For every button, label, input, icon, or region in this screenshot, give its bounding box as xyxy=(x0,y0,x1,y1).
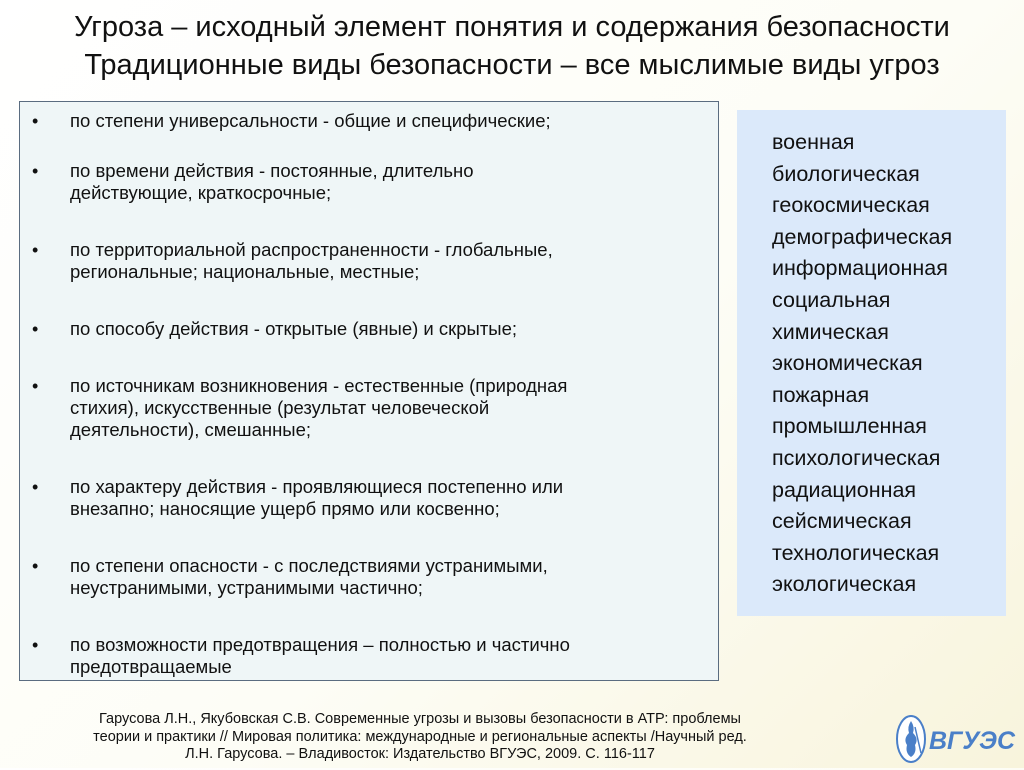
threat-types-box xyxy=(737,110,1006,616)
emblem-icon xyxy=(893,713,1018,765)
classification-list xyxy=(30,110,698,678)
bullet-marker: • xyxy=(32,319,39,339)
classification-line: по возможности предотвращения – полностью и частично xyxy=(70,634,570,655)
threat-type-item: биологическая xyxy=(772,161,920,186)
classification-line: по степени универсальности - общие и специфические; xyxy=(70,110,551,131)
classification-line: по источникам возникновения - естественные (природная xyxy=(70,375,568,396)
threat-type-item: социальная xyxy=(772,287,891,312)
university-logo xyxy=(893,713,1018,765)
classification-line: предотвращаемые xyxy=(70,656,232,677)
classification-item xyxy=(30,239,698,283)
threat-type-item: радиационная xyxy=(772,477,917,502)
bullet-marker: • xyxy=(32,477,39,497)
citation-line-2: теории и практики // Мировая политика: международные и региональные аспекты /Научный ред. xyxy=(93,728,747,745)
bullet-marker: • xyxy=(32,240,39,260)
classification-item xyxy=(30,160,698,204)
classification-item xyxy=(30,375,698,441)
bullet-marker: • xyxy=(32,376,39,396)
classification-line: действующие, краткосрочные; xyxy=(70,182,332,203)
title-line-2: Традиционные виды безопасности – все мыслимые виды угроз xyxy=(84,49,940,81)
classification-item xyxy=(30,555,698,599)
bullet-marker: • xyxy=(32,161,39,181)
classification-item xyxy=(30,110,698,132)
threat-type-item: психологическая xyxy=(772,445,941,470)
classification-line: по времени действия - постоянные, длительно xyxy=(70,160,474,181)
title-line-1: Угроза – исходный элемент понятия и содержания безопасности xyxy=(74,11,950,43)
classification-line: стихия), искусственные (результат человеческой xyxy=(70,397,490,418)
threat-type-item: технологическая xyxy=(772,540,940,565)
threat-type-item: сейсмическая xyxy=(772,509,912,534)
citation-line-3: Л.Н. Гарусова. – Владивосток: Издательство ВГУЭС, 2009. С. 116-117 xyxy=(185,746,655,762)
classification-box xyxy=(19,101,719,681)
threat-type-item: экономическая xyxy=(772,351,923,376)
threat-type-item: химическая xyxy=(772,319,889,344)
citation xyxy=(20,711,820,764)
threat-type-item: пожарная xyxy=(772,382,870,407)
classification-line: региональные; национальные, местные; xyxy=(70,261,420,282)
classification-line: деятельности), смешанные; xyxy=(70,419,312,440)
threat-type-item: промышленная xyxy=(772,414,927,439)
threat-type-item: экологическая xyxy=(772,572,917,597)
bullet-marker: • xyxy=(32,556,39,576)
classification-line: по характеру действия - проявляющиеся постепенно или xyxy=(70,476,564,497)
threat-type-item: геокосмическая xyxy=(772,193,930,218)
logo-wordmark: ВГУЭС xyxy=(929,727,1016,755)
classification-item xyxy=(30,318,698,340)
classification-line: по степени опасности - с последствиями устранимыми, xyxy=(70,555,548,576)
classification-item xyxy=(30,476,698,520)
slide-title xyxy=(0,8,1024,84)
bullet-marker: • xyxy=(32,111,39,131)
classification-line: по способу действия - открытые (явные) и скрытые; xyxy=(70,318,518,339)
citation-line-1: Гарусова Л.Н., Якубовская С.В. Современные угрозы и вызовы безопасности в АТР: проблемы xyxy=(99,711,741,727)
classification-line: внезапно; наносящие ущерб прямо или косвенно; xyxy=(70,498,500,519)
classification-item xyxy=(30,634,698,678)
threat-type-item: военная xyxy=(772,130,855,154)
classification-line: неустранимыми, устранимыми частично; xyxy=(70,577,423,598)
bullet-marker: • xyxy=(32,635,39,655)
threat-type-item: информационная xyxy=(772,256,948,281)
threat-type-item: демографическая xyxy=(772,224,953,249)
classification-line: по территориальной распространенности - глобальные, xyxy=(70,239,553,260)
